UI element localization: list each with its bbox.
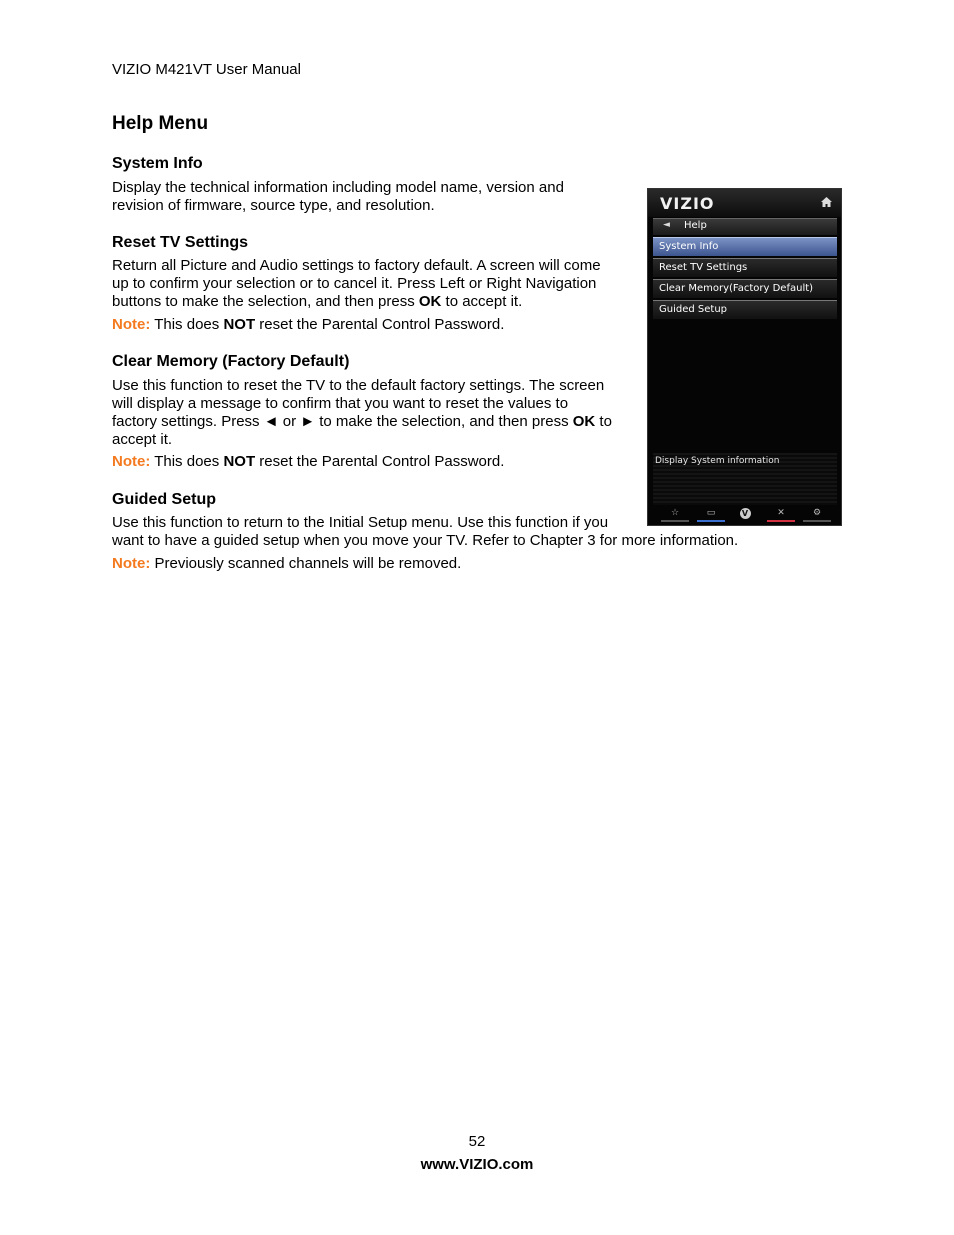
exit-icon[interactable] (765, 508, 797, 522)
input-icon[interactable] (695, 508, 727, 522)
page-title: Help Menu (112, 113, 209, 134)
menu-item-label: Reset TV Settings (659, 262, 748, 273)
menu-item-clear-memory[interactable] (653, 279, 837, 298)
menu-item-label: Clear Memory(Factory Default) (659, 283, 814, 294)
menu-description-box (653, 453, 837, 505)
menu-item-reset-tv-settings[interactable] (653, 258, 837, 277)
menu-description: Display System information (655, 456, 780, 466)
menu-item-label: System Info (659, 241, 719, 252)
button-glyph: V (740, 508, 751, 519)
not-bold: NOT (223, 316, 256, 333)
clear-memory-heading: Clear Memory (Factory Default) (112, 353, 350, 370)
text-line (112, 293, 601, 311)
text-line: accept it. (112, 431, 173, 448)
note-label: Note: (112, 316, 151, 333)
text-line: Return all Picture and Audio settings to factory default. A screen will come (112, 257, 601, 274)
ok-bold: OK (572, 413, 596, 430)
favorite-icon[interactable] (659, 508, 691, 522)
home-icon (820, 196, 833, 212)
back-arrow-icon[interactable]: ◄ (663, 220, 670, 230)
text-span: reset the Parental Control Password. (255, 453, 505, 470)
button-underline (661, 520, 689, 522)
menu-item-label: Guided Setup (659, 304, 727, 315)
text-line: Use this function to reset the TV to the default factory settings. The screen (112, 377, 605, 394)
tv-top-bar (648, 189, 841, 217)
tv-bottom-button-bar (653, 507, 837, 523)
submenu-title: Help (684, 220, 707, 231)
note-label: Note: (112, 555, 151, 572)
button-underline (803, 520, 831, 522)
reset-tv-settings-text (112, 257, 601, 311)
not-bold: NOT (223, 453, 256, 470)
text-line: Display the technical information including model name, version and (112, 179, 564, 196)
text-line (112, 413, 612, 431)
text-span: Previously scanned channels will be removed. (150, 555, 462, 572)
reset-tv-settings-heading: Reset TV Settings (112, 234, 249, 251)
text-span: to (595, 413, 612, 430)
text-line: revision of firmware, source type, and resolution. (112, 197, 435, 214)
ok-bold: OK (418, 293, 442, 310)
vizio-logo: VIZIO (660, 194, 715, 213)
button-underline (697, 520, 725, 522)
text-span: This does (150, 316, 224, 333)
text-line: will display a message to confirm that you want to reset the values to (112, 395, 569, 412)
clear-memory-text (112, 377, 612, 449)
note-label: Note: (112, 453, 151, 470)
document-header: VIZIO M421VT User Manual (112, 61, 301, 78)
vizio-v-icon[interactable] (729, 508, 761, 522)
settings-icon[interactable] (801, 508, 833, 522)
button-underline (767, 520, 795, 522)
footer-url: www.VIZIO.com (420, 1156, 534, 1173)
button-glyph: ☆ (670, 508, 680, 518)
reset-tv-note (112, 316, 504, 334)
button-glyph: ✕ (777, 508, 785, 518)
tv-help-menu-screenshot (647, 188, 842, 526)
text-line: Use this function to return to the Initial Setup menu. Use this function if you (112, 514, 609, 531)
text-span: buttons to make the selection, and then press (112, 293, 419, 310)
guided-setup-note (112, 555, 461, 573)
text-span: This does (150, 453, 224, 470)
text-span: to accept it. (441, 293, 523, 310)
text-span: factory settings. Press ◄ or ► to make the selection, and then press (112, 413, 573, 430)
text-span: reset the Parental Control Password. (255, 316, 505, 333)
button-glyph: ⚙ (812, 508, 822, 518)
menu-item-system-info[interactable] (653, 237, 837, 256)
menu-item-guided-setup[interactable] (653, 300, 837, 319)
guided-setup-heading: Guided Setup (112, 491, 216, 508)
system-info-text (112, 179, 564, 215)
clear-memory-note (112, 453, 504, 471)
text-line: want to have a guided setup when you move your TV. Refer to Chapter 3 for more information. (112, 532, 739, 549)
button-glyph: ▭ (706, 508, 716, 518)
page-number: 52 (468, 1133, 486, 1150)
system-info-heading: System Info (112, 155, 203, 172)
submenu-title-bar (653, 218, 837, 235)
guided-setup-text (112, 514, 738, 550)
text-line: up to confirm your selection or to cancel it. Press Left or Right Navigation (112, 275, 597, 292)
